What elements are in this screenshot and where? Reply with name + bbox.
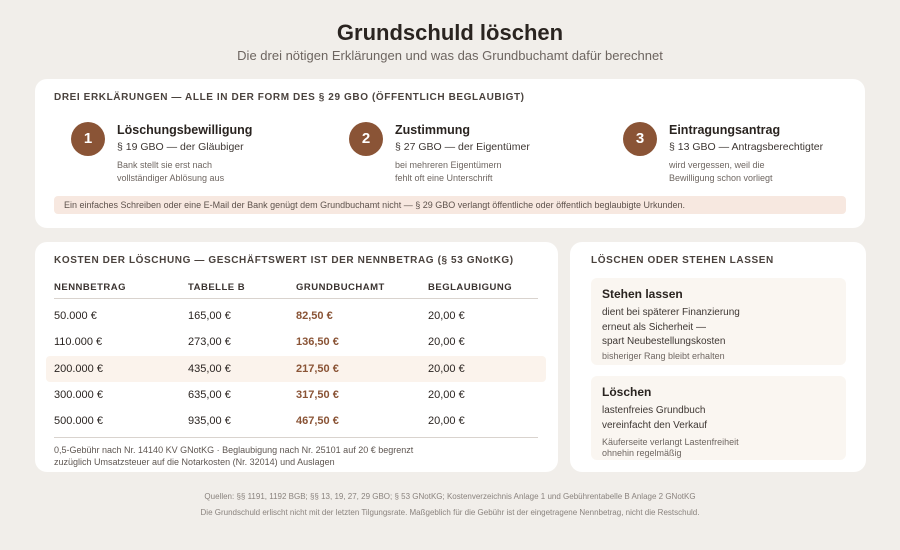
cell-beglaubigung: 20,00 € bbox=[428, 336, 465, 348]
cell-tabelle-b: 435,00 € bbox=[188, 363, 231, 375]
option-body-line: erneut als Sicherheit — bbox=[602, 321, 706, 333]
option-stehen-lassen bbox=[591, 278, 846, 365]
step-note bbox=[395, 159, 595, 185]
costs-card bbox=[35, 242, 558, 472]
option-heading: Stehen lassen bbox=[602, 287, 683, 301]
closing-remark: Die Grundschuld erlischt nicht mit der letzten Tilgungsrate. Maßgeblich für die Gebühr ist der eingetragene Nennbetrag, nicht die Restschuld. bbox=[200, 508, 700, 517]
step-law: § 19 GBO — der Gläubiger bbox=[117, 141, 244, 153]
page-subtitle: Die drei nötigen Erklärungen und was das Grundbuchamt dafür berechnet bbox=[237, 48, 663, 63]
cell-grundbuchamt: 317,50 € bbox=[296, 389, 339, 401]
cell-grundbuchamt: 217,50 € bbox=[296, 363, 339, 375]
step-note-line: Bank stellt sie erst nach bbox=[117, 160, 213, 170]
option-body-line: lastenfreies Grundbuch bbox=[602, 405, 706, 416]
table-row bbox=[46, 329, 546, 355]
cell-beglaubigung: 20,00 € bbox=[428, 310, 465, 322]
decision-title: LÖSCHEN ODER STEHEN LASSEN bbox=[591, 255, 774, 266]
sources-line: Quellen: §§ 1191, 1192 BGB; §§ 13, 19, 27, 29 GBO; § 53 GNotKG; Kostenverzeichnis Anlage 1 und Gebührentabelle B Anlage 2 GNotKG bbox=[204, 492, 696, 501]
cell-nennbetrag: 500.000 € bbox=[54, 415, 103, 427]
cell-nennbetrag: 200.000 € bbox=[54, 363, 103, 375]
cell-nennbetrag: 110.000 € bbox=[54, 336, 103, 348]
option-footnote-line: ohnehin regelmäßig bbox=[602, 448, 682, 458]
option-footnote: bisheriger Rang bleibt erhalten bbox=[602, 351, 725, 361]
option-body-line: spart Neubestellungskosten bbox=[602, 336, 726, 347]
step-note-line: bei mehreren Eigentümern bbox=[395, 160, 502, 170]
form-requirement-note: Ein einfaches Schreiben oder eine E-Mail der Bank genügt dem Grundbuchamt nicht — § 29 GBO verlangt öffentliche oder öffentlich beglaubigte Urkunden. bbox=[54, 196, 846, 214]
declarations-title: DREI ERKLÄRUNGEN — ALLE IN DER FORM DES § 29 GBO (ÖFFENTLICH BEGLAUBIGT) bbox=[54, 92, 525, 103]
column-header-nennbetrag: NENNBETRAG bbox=[54, 282, 127, 293]
cell-nennbetrag: 300.000 € bbox=[54, 389, 103, 401]
step-heading: Löschungsbewilligung bbox=[117, 123, 253, 137]
option-body-line: vereinfacht den Verkauf bbox=[602, 419, 708, 431]
option-body bbox=[602, 404, 837, 433]
cell-tabelle-b: 273,00 € bbox=[188, 336, 231, 348]
costs-footnote bbox=[54, 444, 413, 468]
cell-tabelle-b: 635,00 € bbox=[188, 389, 231, 401]
table-footer-divider bbox=[54, 437, 538, 438]
step-number-badge: 1 bbox=[71, 122, 105, 156]
declarations-card bbox=[35, 79, 865, 228]
step-note-line: fehlt oft eine Unterschrift bbox=[395, 173, 493, 183]
footnote-line: zuzüglich Umsatzsteuer auf die Notarkosten (Nr. 32014) und Auslagen bbox=[54, 457, 335, 467]
step-heading: Zustimmung bbox=[395, 123, 470, 137]
table-row bbox=[46, 382, 546, 408]
step-note-line: Bewilligung schon vorliegt bbox=[669, 173, 773, 183]
table-row-highlighted bbox=[46, 356, 546, 382]
step-note-line: wird vergessen, weil die bbox=[669, 160, 765, 170]
cell-nennbetrag: 50.000 € bbox=[54, 310, 97, 322]
cell-grundbuchamt: 136,50 € bbox=[296, 336, 339, 348]
footnote-line: 0,5-Gebühr nach Nr. 14140 KV GNotKG · Beglaubigung nach Nr. 25101 auf 20 € begrenzt bbox=[54, 445, 414, 455]
step-law: § 13 GBO — Antragsberechtigter bbox=[669, 141, 824, 153]
column-header-tabelle-b: TABELLE B bbox=[188, 282, 246, 293]
step-note-line: vollständiger Ablösung aus bbox=[117, 173, 225, 183]
cell-tabelle-b: 165,00 € bbox=[188, 310, 231, 322]
table-row bbox=[46, 408, 546, 434]
cell-grundbuchamt: 467,50 € bbox=[296, 415, 339, 427]
cell-tabelle-b: 935,00 € bbox=[188, 415, 231, 427]
option-body bbox=[602, 306, 837, 350]
column-header-beglaubigung: BEGLAUBIGUNG bbox=[428, 282, 513, 293]
option-footnote-line: Käuferseite verlangt Lastenfreiheit bbox=[602, 437, 739, 447]
column-header-grundbuchamt: GRUNDBUCHAMT bbox=[296, 282, 385, 293]
cell-beglaubigung: 20,00 € bbox=[428, 363, 465, 375]
costs-title: KOSTEN DER LÖSCHUNG — GESCHÄFTSWERT IST DER NENNBETRAG (§ 53 GNotKG) bbox=[54, 255, 514, 266]
option-heading: Löschen bbox=[602, 385, 652, 399]
step-number-badge: 3 bbox=[623, 122, 657, 156]
option-footnote bbox=[602, 437, 837, 459]
cell-beglaubigung: 20,00 € bbox=[428, 389, 465, 401]
option-body-line: dient bei späterer Finanzierung bbox=[602, 307, 740, 318]
table-row bbox=[46, 303, 546, 329]
step-note bbox=[669, 159, 869, 185]
cell-grundbuchamt: 82,50 € bbox=[296, 310, 333, 322]
table-header-divider bbox=[54, 298, 538, 299]
step-number-badge: 2 bbox=[349, 122, 383, 156]
step-zustimmung bbox=[349, 122, 589, 192]
page-title: Grundschuld löschen bbox=[336, 20, 564, 45]
step-law: § 27 GBO — der Eigentümer bbox=[395, 141, 530, 153]
step-heading: Eintragungsantrag bbox=[669, 123, 781, 137]
cell-beglaubigung: 20,00 € bbox=[428, 415, 465, 427]
option-loeschen bbox=[591, 376, 846, 460]
step-eintragungsantrag bbox=[623, 122, 863, 192]
step-loeschungsbewilligung bbox=[71, 122, 311, 192]
decision-card bbox=[570, 242, 866, 472]
step-note bbox=[117, 159, 317, 185]
